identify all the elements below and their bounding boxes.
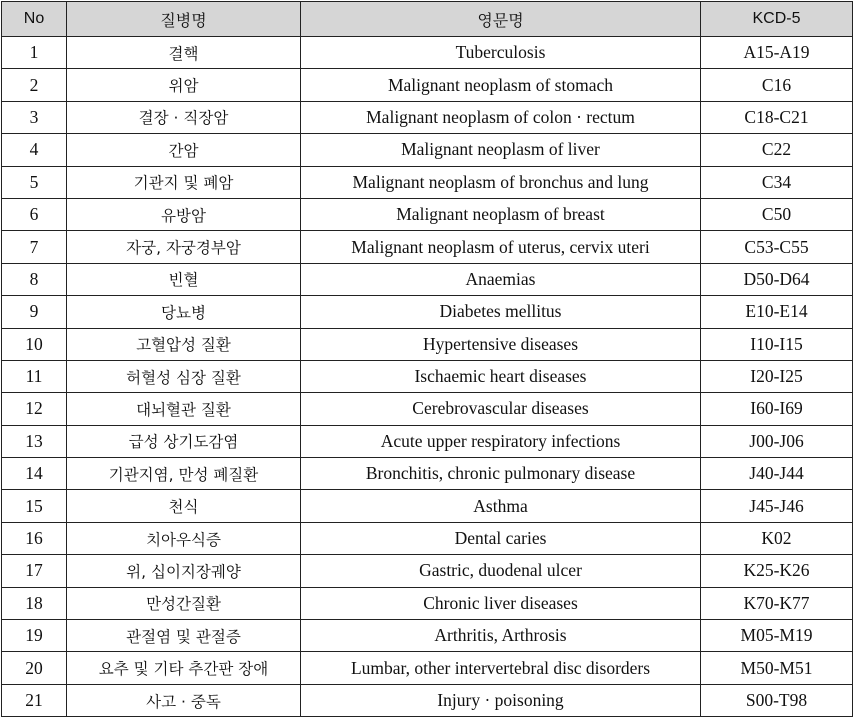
header-disease-korean: 질병명 <box>67 2 301 37</box>
table-header <box>2 2 853 37</box>
cell-kcd-code: J00-J06 <box>701 425 853 457</box>
cell-kcd-code: S00-T98 <box>701 684 853 716</box>
table-row <box>2 134 853 166</box>
cell-number: 9 <box>2 296 67 328</box>
cell-kcd-code: J40-J44 <box>701 458 853 490</box>
cell-disease-korean: 허혈성 심장 질환 <box>67 360 301 392</box>
cell-disease-korean: 천식 <box>67 490 301 522</box>
table-row <box>2 587 853 619</box>
cell-disease-english: Hypertensive diseases <box>301 328 701 360</box>
cell-disease-korean: 기관지 및 폐암 <box>67 166 301 198</box>
cell-disease-korean: 간암 <box>67 134 301 166</box>
cell-disease-english: Injury · poisoning <box>301 684 701 716</box>
header-disease-english: 영문명 <box>301 2 701 37</box>
cell-kcd-code: E10-E14 <box>701 296 853 328</box>
table-row <box>2 328 853 360</box>
cell-number: 18 <box>2 587 67 619</box>
cell-disease-korean: 당뇨병 <box>67 296 301 328</box>
table-row <box>2 166 853 198</box>
table-row <box>2 360 853 392</box>
cell-disease-english: Dental caries <box>301 522 701 554</box>
cell-disease-english: Malignant neoplasm of uterus, cervix uteri <box>301 231 701 263</box>
cell-disease-english: Cerebrovascular diseases <box>301 393 701 425</box>
cell-number: 12 <box>2 393 67 425</box>
header-kcd-code: KCD-5 <box>701 2 853 37</box>
table-row <box>2 555 853 587</box>
cell-kcd-code: J45-J46 <box>701 490 853 522</box>
cell-kcd-code: C18-C21 <box>701 101 853 133</box>
cell-number: 5 <box>2 166 67 198</box>
cell-disease-korean: 치아우식증 <box>67 522 301 554</box>
cell-disease-korean: 대뇌혈관 질환 <box>67 393 301 425</box>
cell-disease-english: Malignant neoplasm of liver <box>301 134 701 166</box>
cell-kcd-code: A15-A19 <box>701 37 853 69</box>
table-row <box>2 425 853 457</box>
cell-disease-english: Gastric, duodenal ulcer <box>301 555 701 587</box>
table-row <box>2 37 853 69</box>
cell-number: 3 <box>2 101 67 133</box>
cell-number: 4 <box>2 134 67 166</box>
cell-number: 6 <box>2 198 67 230</box>
cell-disease-english: Malignant neoplasm of breast <box>301 198 701 230</box>
cell-kcd-code: I20-I25 <box>701 360 853 392</box>
cell-number: 19 <box>2 620 67 652</box>
cell-disease-english: Tuberculosis <box>301 37 701 69</box>
cell-number: 2 <box>2 69 67 101</box>
cell-disease-english: Asthma <box>301 490 701 522</box>
cell-disease-korean: 고혈압성 질환 <box>67 328 301 360</box>
cell-disease-korean: 빈혈 <box>67 263 301 295</box>
cell-number: 15 <box>2 490 67 522</box>
cell-disease-english: Malignant neoplasm of stomach <box>301 69 701 101</box>
cell-disease-english: Ischaemic heart diseases <box>301 360 701 392</box>
cell-number: 16 <box>2 522 67 554</box>
cell-kcd-code: M50-M51 <box>701 652 853 684</box>
cell-kcd-code: C16 <box>701 69 853 101</box>
cell-disease-korean: 결핵 <box>67 37 301 69</box>
cell-kcd-code: M05-M19 <box>701 620 853 652</box>
cell-disease-korean: 결장 · 직장암 <box>67 101 301 133</box>
cell-disease-english: Malignant neoplasm of bronchus and lung <box>301 166 701 198</box>
cell-disease-korean: 사고 · 중독 <box>67 684 301 716</box>
cell-disease-english: Malignant neoplasm of colon · rectum <box>301 101 701 133</box>
table-row <box>2 684 853 716</box>
cell-disease-korean: 위암 <box>67 69 301 101</box>
cell-disease-english: Lumbar, other intervertebral disc disorders <box>301 652 701 684</box>
cell-disease-korean: 자궁, 자궁경부암 <box>67 231 301 263</box>
cell-kcd-code: I60-I69 <box>701 393 853 425</box>
cell-kcd-code: K70-K77 <box>701 587 853 619</box>
cell-number: 8 <box>2 263 67 295</box>
table-row <box>2 652 853 684</box>
cell-kcd-code: C50 <box>701 198 853 230</box>
cell-disease-korean: 유방암 <box>67 198 301 230</box>
cell-disease-korean: 관절염 및 관절증 <box>67 620 301 652</box>
header-no: No <box>2 2 67 37</box>
cell-disease-english: Chronic liver diseases <box>301 587 701 619</box>
table-body <box>2 37 853 717</box>
cell-disease-english: Acute upper respiratory infections <box>301 425 701 457</box>
cell-kcd-code: C53-C55 <box>701 231 853 263</box>
table-row <box>2 101 853 133</box>
cell-kcd-code: D50-D64 <box>701 263 853 295</box>
table-row <box>2 198 853 230</box>
cell-kcd-code: C34 <box>701 166 853 198</box>
table-row <box>2 69 853 101</box>
cell-kcd-code: K25-K26 <box>701 555 853 587</box>
cell-number: 13 <box>2 425 67 457</box>
table-row <box>2 522 853 554</box>
cell-disease-korean: 만성간질환 <box>67 587 301 619</box>
cell-disease-english: Arthritis, Arthrosis <box>301 620 701 652</box>
table-row <box>2 458 853 490</box>
table-row <box>2 231 853 263</box>
disease-code-table <box>1 1 853 717</box>
cell-disease-english: Bronchitis, chronic pulmonary disease <box>301 458 701 490</box>
cell-number: 21 <box>2 684 67 716</box>
cell-number: 20 <box>2 652 67 684</box>
table-row <box>2 620 853 652</box>
table-row <box>2 263 853 295</box>
cell-kcd-code: K02 <box>701 522 853 554</box>
cell-kcd-code: C22 <box>701 134 853 166</box>
cell-disease-english: Anaemias <box>301 263 701 295</box>
table-row <box>2 296 853 328</box>
cell-number: 17 <box>2 555 67 587</box>
table-row <box>2 490 853 522</box>
table-row <box>2 393 853 425</box>
cell-disease-korean: 급성 상기도감염 <box>67 425 301 457</box>
cell-number: 1 <box>2 37 67 69</box>
cell-disease-korean: 위, 십이지장궤양 <box>67 555 301 587</box>
cell-disease-korean: 기관지염, 만성 폐질환 <box>67 458 301 490</box>
cell-disease-korean: 요추 및 기타 추간판 장애 <box>67 652 301 684</box>
cell-number: 11 <box>2 360 67 392</box>
cell-disease-english: Diabetes mellitus <box>301 296 701 328</box>
cell-number: 7 <box>2 231 67 263</box>
cell-number: 10 <box>2 328 67 360</box>
cell-kcd-code: I10-I15 <box>701 328 853 360</box>
cell-number: 14 <box>2 458 67 490</box>
header-row <box>2 2 853 37</box>
